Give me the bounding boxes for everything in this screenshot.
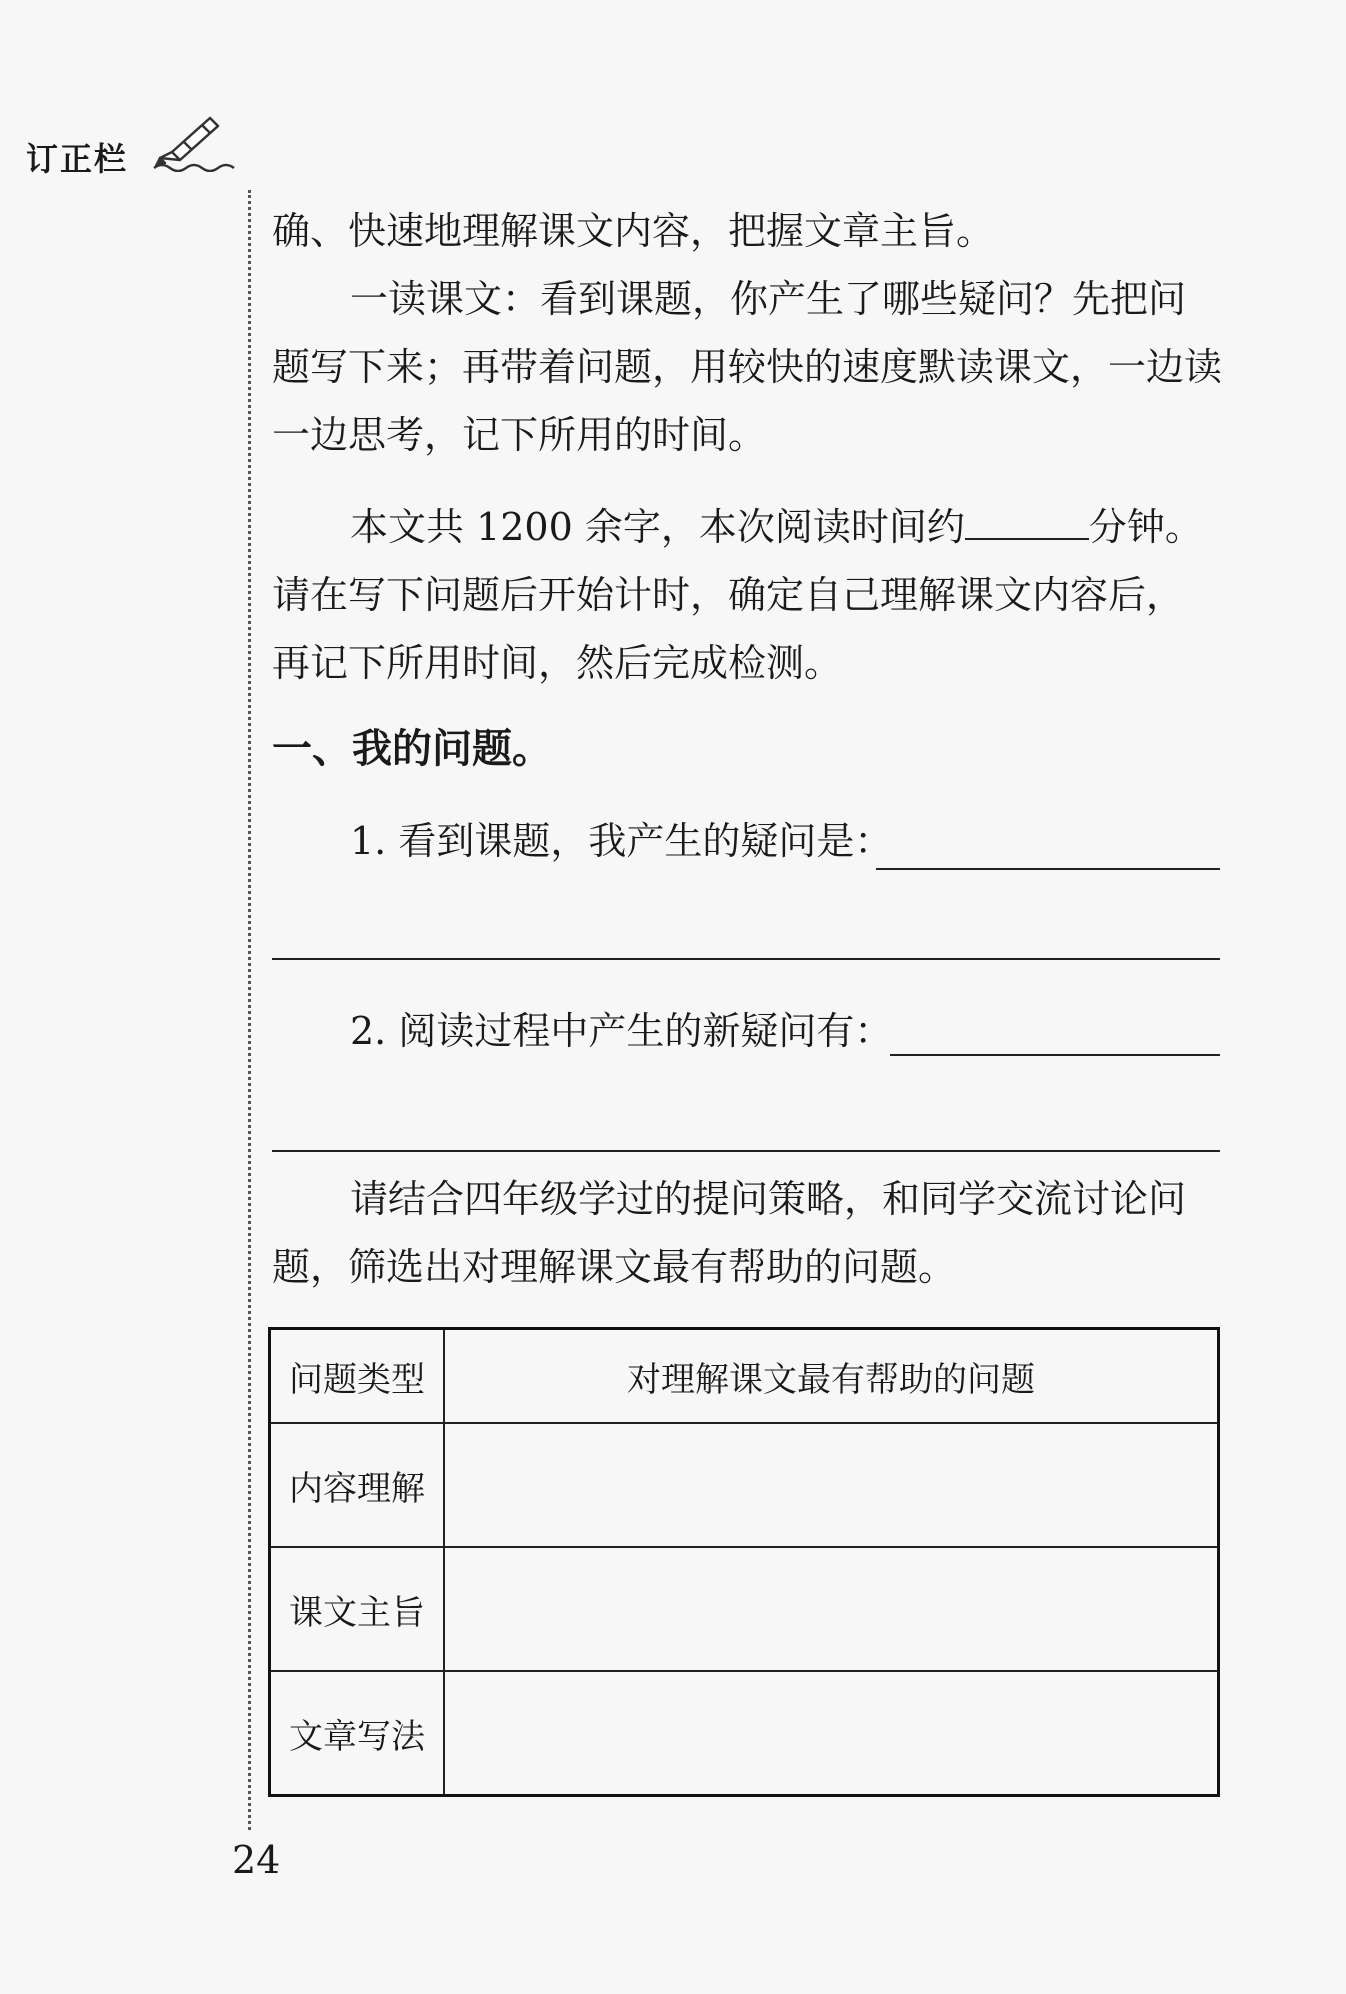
section-title: 一、我的问题。 [272,726,552,772]
correction-column-label: 订正栏 [26,140,129,178]
dotted-margin-divider [248,190,251,1830]
intro-para2-line-3: 一边思考，记下所用的时间。 [272,413,767,457]
question-2-answer-line-2[interactable] [272,1150,1220,1152]
reading-time-unit: 分钟。 [1088,505,1203,549]
question-2-prompt: 2. 阅读过程中产生的新疑问有： [350,1009,893,1053]
row-type-label: 文章写法 [270,1671,445,1796]
table-row [270,1423,1219,1547]
reading-time-blank[interactable] [965,504,1089,540]
pencil-icon [152,112,236,172]
discussion-line-2: 题，筛选出对理解课文最有帮助的问题。 [272,1245,957,1289]
row-answer-cell[interactable] [444,1423,1219,1547]
row-type-label: 课文主旨 [270,1547,445,1671]
header-question-type: 问题类型 [270,1329,445,1424]
page-number: 24 [232,1838,281,1882]
row-type-label: 内容理解 [270,1423,445,1547]
intro-para2-line-1: 一读课文：看到课题，你产生了哪些疑问？先把问 [350,277,1187,321]
row-answer-cell[interactable] [444,1671,1219,1796]
reading-instruction-line-2: 请在写下问题后开始计时，确定自己理解课文内容后， [272,573,1185,617]
intro-para2-line-2: 题写下来；再带着问题，用较快的速度默读课文，一边读 [272,345,1223,389]
reading-time-line [272,504,1220,550]
reading-instruction-line-3: 再记下所用时间，然后完成检测。 [272,641,843,685]
question-1-prompt: 1. 看到课题，我产生的疑问是： [350,819,893,863]
question-table [268,1327,1220,1797]
question-2-answer-line-1[interactable] [890,1054,1220,1056]
row-answer-cell[interactable] [444,1547,1219,1671]
table-row [270,1547,1219,1671]
reading-time-text: 本文共 1200 余字，本次阅读时间约 [350,505,965,549]
discussion-line-1: 请结合四年级学过的提问策略，和同学交流讨论问 [350,1177,1187,1221]
question-1-answer-line-2[interactable] [272,958,1220,960]
header-most-helpful-question: 对理解课文最有帮助的问题 [444,1329,1219,1424]
table-header-row [270,1329,1219,1424]
intro-line-1: 确、快速地理解课文内容，把握文章主旨。 [272,209,995,253]
table-row [270,1671,1219,1796]
question-1-answer-line-1[interactable] [876,868,1220,870]
